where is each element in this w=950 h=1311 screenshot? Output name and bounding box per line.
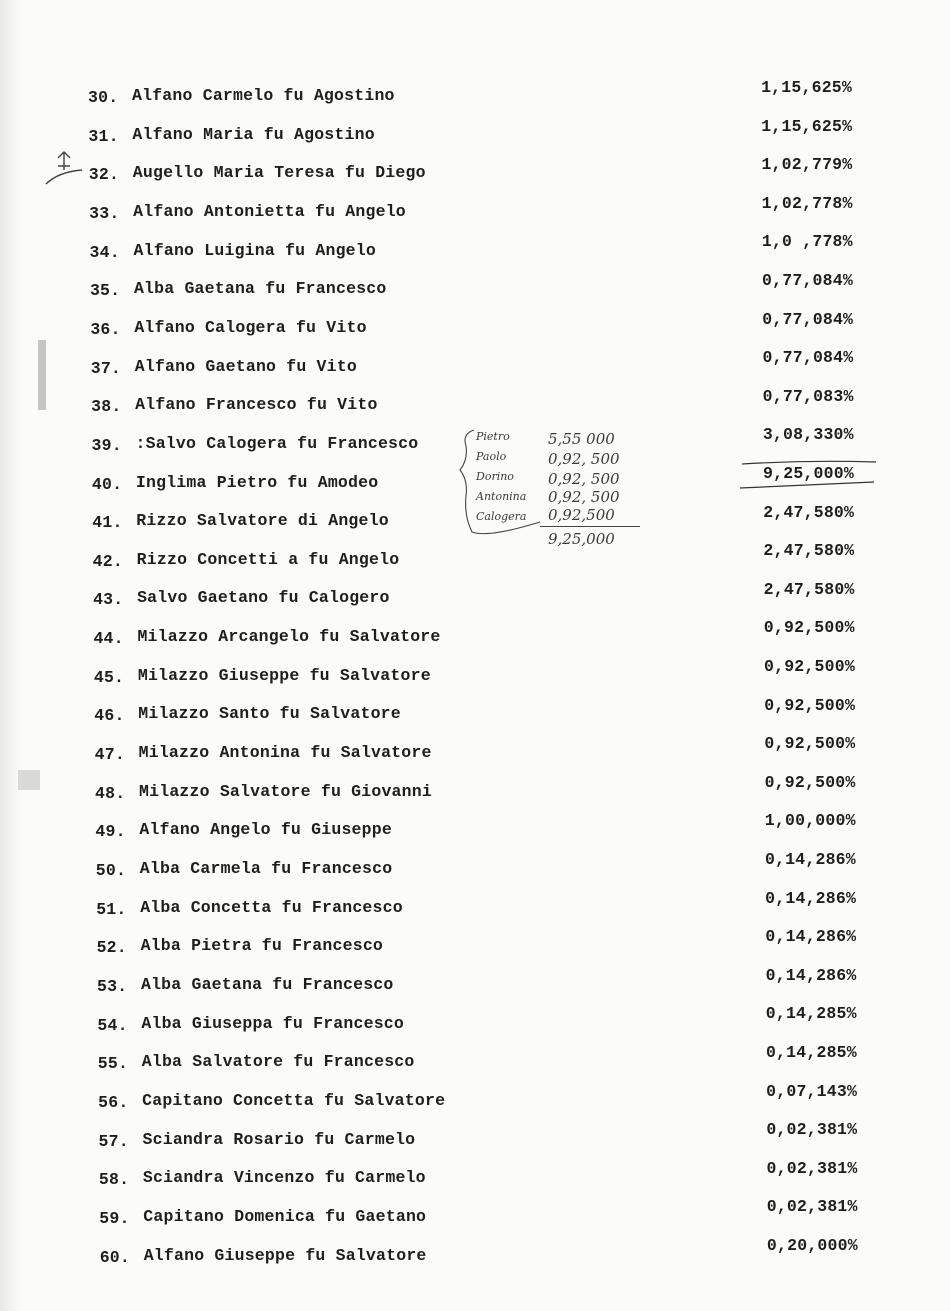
owner-name: Milazzo Giuseppe fu Salvatore xyxy=(137,665,431,685)
share-percentage: 1,0 ,778% xyxy=(761,232,853,252)
row-number: 41. xyxy=(92,513,123,533)
owner-name: Alfano Maria fu Agostino xyxy=(132,124,375,144)
row-number: 33. xyxy=(89,203,120,223)
owner-name: :Salvo Calogera fu Francesco xyxy=(135,433,419,453)
owner-name: Alfano Antonietta fu Angelo xyxy=(133,201,406,221)
share-percentage: 0,77,083% xyxy=(762,386,854,406)
total-underline-mark xyxy=(738,456,878,496)
owner-name: Alfano Angelo fu Giuseppe xyxy=(139,820,392,840)
owner-name: Capitano Domenica fu Gaetano xyxy=(143,1206,427,1226)
handwritten-sum-rule xyxy=(540,526,640,527)
handwritten-total: 9,25,000 xyxy=(548,530,615,548)
list-row xyxy=(0,927,950,966)
share-percentage: 0,92,500% xyxy=(764,734,856,754)
list-row xyxy=(0,772,950,812)
list-row xyxy=(0,579,950,618)
handwritten-name: Antonina xyxy=(476,490,527,503)
owner-name: Inglima Pietro fu Amodeo xyxy=(135,472,379,492)
list-row xyxy=(0,1197,950,1237)
list-row xyxy=(0,1236,950,1276)
share-percentage: 0,20,000% xyxy=(766,1236,858,1255)
owner-name: Milazzo Santo fu Salvatore xyxy=(138,704,401,724)
owner-name: Capitano Concetta fu Salvatore xyxy=(142,1090,446,1110)
row-number: 55. xyxy=(97,1054,129,1074)
row-number: 36. xyxy=(90,319,121,339)
share-percentage: 0,92,500% xyxy=(763,618,855,638)
handwritten-name: Paolo xyxy=(476,450,507,463)
row-number: 54. xyxy=(97,1015,128,1035)
list-row xyxy=(0,1004,950,1044)
share-percentage: 0,14,285% xyxy=(765,1004,857,1024)
list-row xyxy=(0,1120,950,1160)
row-number: 45. xyxy=(93,667,125,687)
owner-name: Alfano Carmelo fu Agostino xyxy=(132,86,395,105)
row-number: 35. xyxy=(89,281,121,301)
share-percentage: 2,47,580% xyxy=(763,541,855,561)
list-row xyxy=(0,1158,950,1198)
owner-name: Alfano Giuseppe fu Salvatore xyxy=(143,1245,427,1265)
list-row xyxy=(0,1043,950,1082)
handwritten-values-note xyxy=(548,428,648,578)
list-row xyxy=(0,348,950,387)
share-percentage: 1,02,779% xyxy=(761,155,853,175)
owner-name: Rizzo Salvatore di Angelo xyxy=(136,511,389,531)
owner-name: Alba Gaetana fu Francesco xyxy=(140,974,394,994)
row-number: 50. xyxy=(95,861,127,880)
owner-name: Alba Salvatore fu Francesco xyxy=(141,1052,415,1072)
share-percentage: 9,25,000% xyxy=(763,464,854,483)
share-percentage: 3,08,330% xyxy=(762,425,854,445)
row-number: 40. xyxy=(91,474,123,494)
row-number: 43. xyxy=(93,590,124,610)
handwritten-value: 0,92, 500 xyxy=(548,450,620,468)
handwritten-value: 5,55 000 xyxy=(548,430,615,448)
share-percentage: 0,14,286% xyxy=(765,965,857,985)
owner-name: Alfano Luigina fu Angelo xyxy=(133,240,376,260)
list-row xyxy=(0,965,950,1005)
row-number: 60. xyxy=(99,1247,130,1267)
owner-name: Alba Carmela fu Francesco xyxy=(139,859,393,878)
owner-name: Milazzo Salvatore fu Giovanni xyxy=(139,781,432,801)
owner-name: Augello Maria Teresa fu Diego xyxy=(132,163,426,183)
owner-name: Alba Concetta fu Francesco xyxy=(140,897,403,917)
share-percentage: 0,02,381% xyxy=(766,1120,858,1140)
row-number: 31. xyxy=(88,126,119,146)
owner-name: Sciandra Rosario fu Carmelo xyxy=(142,1129,416,1149)
row-number: 52. xyxy=(96,938,127,958)
share-percentage: 0,07,143% xyxy=(766,1081,858,1101)
share-percentage: 0,14,286% xyxy=(764,850,856,869)
list-row xyxy=(0,232,950,271)
row-number: 37. xyxy=(90,358,122,378)
row-number: 44. xyxy=(93,629,124,649)
list-row xyxy=(0,618,950,657)
list-row xyxy=(0,1081,950,1121)
owner-name: Milazzo Arcangelo fu Salvatore xyxy=(137,627,441,647)
row-number: 58. xyxy=(98,1170,130,1190)
row-number: 53. xyxy=(96,976,128,996)
share-percentage: 2,47,580% xyxy=(763,502,855,522)
share-percentage: 0,14,286% xyxy=(765,927,857,947)
row-number: 51. xyxy=(96,899,127,919)
handwritten-names-note xyxy=(458,426,543,538)
list-row xyxy=(0,78,950,116)
owner-name: Alba Gaetana fu Francesco xyxy=(133,279,387,299)
list-row xyxy=(0,657,950,696)
share-percentage: 0,92,500% xyxy=(764,695,856,715)
row-number: 56. xyxy=(98,1092,129,1112)
list-row xyxy=(0,811,950,850)
row-number: 59. xyxy=(99,1208,130,1228)
list-row xyxy=(0,888,950,928)
row-number: 47. xyxy=(94,745,125,765)
share-percentage: 0,92,500% xyxy=(764,772,856,792)
share-percentage: 1,00,000% xyxy=(764,811,856,831)
row-number: 57. xyxy=(98,1131,129,1151)
row-number: 30. xyxy=(88,88,119,107)
row-number: 48. xyxy=(95,783,126,803)
row-number: 32. xyxy=(88,165,120,185)
share-percentage: 1,15,625% xyxy=(761,116,853,136)
handwritten-value: 0,92,500 xyxy=(548,506,615,524)
handwritten-name: Dorino xyxy=(476,470,514,483)
share-percentage: 2,47,580% xyxy=(763,579,855,599)
handwritten-name: Pietro xyxy=(476,430,510,443)
list-row xyxy=(0,155,950,193)
row-number: 38. xyxy=(91,397,122,417)
share-percentage: 1,15,625% xyxy=(761,78,852,97)
owner-name: Alba Pietra fu Francesco xyxy=(140,936,384,956)
share-percentage: 0,92,500% xyxy=(764,657,855,676)
row-number: 49. xyxy=(95,822,126,842)
owner-name: Rizzo Concetti a fu Angelo xyxy=(136,549,400,569)
list-row xyxy=(0,695,950,734)
share-percentage: 0,77,084% xyxy=(762,348,854,368)
share-percentage: 0,02,381% xyxy=(766,1158,858,1178)
share-percentage: 0,14,285% xyxy=(765,1043,857,1062)
owner-name: Alfano Calogera fu Vito xyxy=(134,317,367,337)
owner-name: Alfano Gaetano fu Vito xyxy=(134,356,357,376)
list-row xyxy=(0,850,950,889)
handwritten-name: Calogera xyxy=(476,510,527,523)
share-percentage: 0,02,381% xyxy=(766,1197,858,1217)
owner-name: Sciandra Vincenzo fu Carmelo xyxy=(142,1168,426,1188)
list-row xyxy=(0,309,950,348)
share-percentage: 0,77,084% xyxy=(762,309,854,329)
row-number: 34. xyxy=(89,242,120,262)
share-percentage: 0,77,084% xyxy=(762,271,853,290)
owner-name: Salvo Gaetano fu Calogero xyxy=(137,588,390,608)
share-percentage: 0,14,286% xyxy=(765,888,857,908)
row-number: 42. xyxy=(92,551,123,571)
list-row xyxy=(0,271,950,309)
list-row xyxy=(0,386,950,425)
owner-name: Alfano Francesco fu Vito xyxy=(135,395,378,415)
handwritten-value: 0,92, 500 xyxy=(548,470,620,488)
handwritten-value: 0,92, 500 xyxy=(548,488,620,506)
row-number: 39. xyxy=(91,435,122,455)
list-row xyxy=(0,116,950,155)
list-row xyxy=(0,193,950,232)
owner-name: Milazzo Antonina fu Salvatore xyxy=(138,743,432,763)
row-number: 46. xyxy=(94,706,125,726)
share-percentage: 1,02,778% xyxy=(761,193,853,213)
list-row xyxy=(0,734,950,773)
owner-name: Alba Giuseppa fu Francesco xyxy=(141,1013,405,1033)
